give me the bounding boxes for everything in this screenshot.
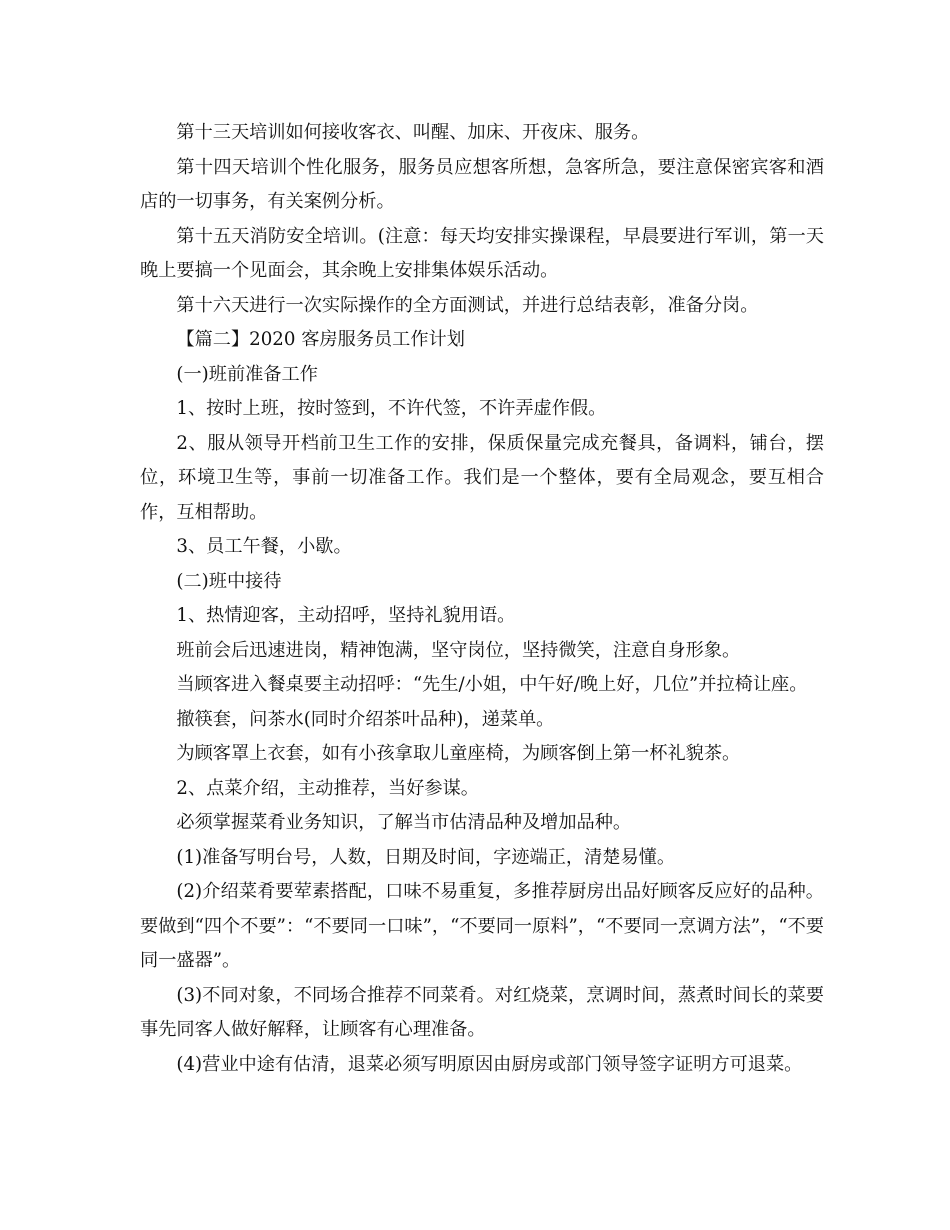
paragraph-item: 3、员工午餐，小歇。 <box>176 536 352 557</box>
paragraph-item: 为顾客罩上衣套，如有小孩拿取儿童座椅，为顾客倒上第一杯礼貌茶。 <box>176 743 741 764</box>
section-heading: 【篇二】2020 客房服务员工作计划 <box>176 329 465 350</box>
document-body <box>140 116 824 1082</box>
subheading-pre-shift: (一)班前准备工作 <box>176 363 318 385</box>
paragraph-item: 撤筷套，问茶水(同时介绍茶叶品种)，递菜单。 <box>176 708 555 730</box>
paragraph-day13: 第十三天培训如何接收客衣、叫醒、加床、开夜床、服务。 <box>176 122 650 143</box>
paragraph-item: 1、按时上班，按时签到，不许代签，不许弄虚作假。 <box>176 398 607 419</box>
paragraph-item: 当顾客进入餐桌要主动招呼：“先生/小姐，中午好/晚上好，几位”并拉椅让座。 <box>176 674 808 695</box>
paragraph-item: (3)不同对象，不同场合推荐不同菜肴。对红烧菜，烹调时间，蒸煮时间长的菜要事先同客人做好解释，让顾客有心理准备。 <box>140 984 824 1040</box>
paragraph-day15: 第十五天消防安全培训。(注意：每天均安排实操课程，早晨要进行军训，第一天晚上要搞一个见面会，其余晚上安排集体娱乐活动。 <box>140 225 824 281</box>
paragraph-item: 2、服从领导开档前卫生工作的安排，保质保量完成充餐具，备调料，铺台，摆位，环境卫生等，事前一切准备工作。我们是一个整体，要有全局观念，要互相合作，互相帮助。 <box>140 432 824 523</box>
paragraph-item: 1、热情迎客，主动招呼，坚持礼貌用语。 <box>176 605 516 626</box>
paragraph-item: (4)营业中途有估清，退菜必须写明原因由厨房或部门领导签字证明方可退菜。 <box>176 1053 803 1075</box>
subheading-during-shift: (二)班中接待 <box>176 570 282 592</box>
paragraph-item: 必须掌握菜肴业务知识，了解当市估清品种及增加品种。 <box>176 812 632 833</box>
paragraph-day16: 第十六天进行一次实际操作的全方面测试，并进行总结表彰，准备分岗。 <box>176 294 759 316</box>
paragraph-item: (1)准备写明台号，人数，日期及时间，字迹端正，清楚易懂。 <box>176 846 676 868</box>
paragraph-item: (2)介绍菜肴要荤素搭配，口味不易重复，多推荐厨房出品好顾客反应好的品种。要做到“四个不要”：“不要同一口味”，“不要同一原料”，“不要同一烹调方法”，“不要同一盛器”。 <box>140 881 824 971</box>
paragraph-item: 2、点菜介绍，主动推荐，当好参谋。 <box>176 777 479 799</box>
paragraph-item: 班前会后迅速进岗，精神饱满，坚守岗位，坚持微笑，注意自身形象。 <box>176 639 741 661</box>
paragraph-day14: 第十四天培训个性化服务，服务员应想客所想，急客所急，要注意保密宾客和酒店的一切事务，有关案例分析。 <box>140 156 824 212</box>
